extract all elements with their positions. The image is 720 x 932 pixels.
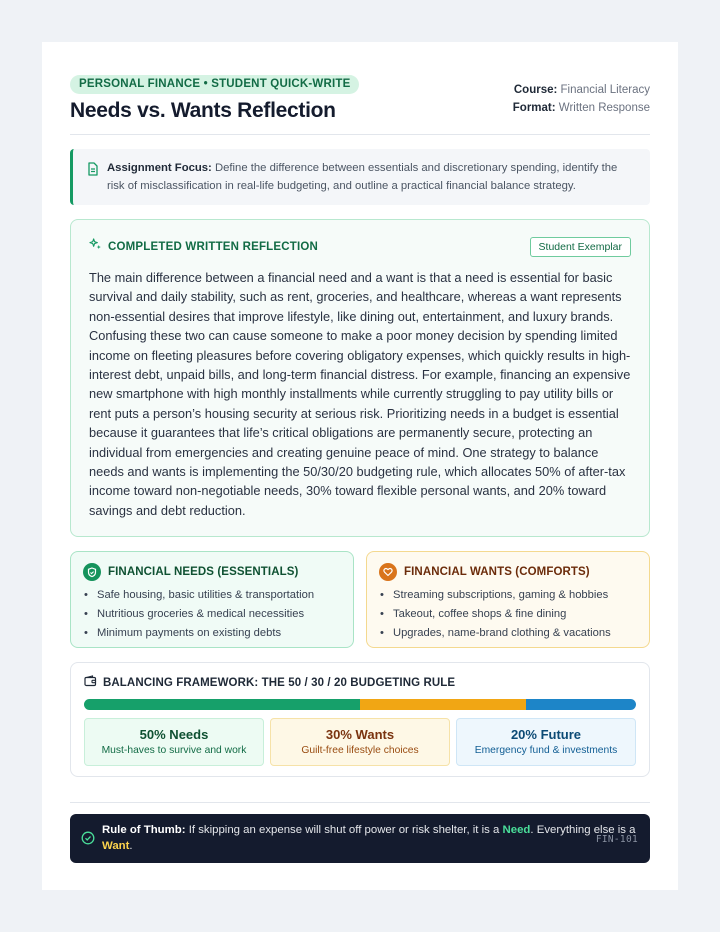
footer-divider (70, 802, 650, 803)
focus-text: Define the difference between essentials and discretionary spending, identify the risk of misclassification in real-life budgeting, and outline a practical financial balance strategy. (107, 162, 618, 192)
needs-wants-cards (70, 551, 650, 648)
page-title: Needs vs. Wants Reflection (70, 99, 336, 122)
future-allocation-tile (456, 718, 636, 766)
list-item: • Takeout, coffee shops & fine dining (379, 605, 637, 624)
tile-title: 30% Wants (325, 727, 395, 742)
format-label: Format: (512, 102, 556, 114)
allocation-tiles (84, 718, 636, 766)
financial-needs-card (70, 551, 354, 648)
course-label: Course: (513, 84, 558, 96)
format-value: Written Response (558, 102, 650, 114)
worksheet-page (42, 42, 678, 890)
list-item: • Safe housing, basic utilities & transportation (83, 586, 341, 605)
rule-text-middle: . Everything else is a (530, 824, 636, 836)
list-item: • Streaming subscriptions, gaming & hobbies (379, 586, 637, 605)
list-item: • Minimum payments on existing debts (83, 624, 341, 643)
page-header (70, 74, 650, 135)
check-circle-icon (81, 831, 95, 851)
allocation-bar (84, 699, 636, 710)
budgeting-framework-panel (70, 662, 650, 777)
rule-of-thumb-banner (70, 814, 650, 863)
rule-label: Rule of Thumb: (102, 824, 186, 836)
wants-list (379, 586, 637, 642)
heart-icon (379, 563, 397, 581)
tile-title: 20% Future (510, 727, 582, 742)
allocation-bar-segment (526, 699, 636, 710)
tile-subtitle: Emergency fund & investments (474, 745, 618, 756)
rule-text-before: If skipping an expense will shut off power or risk shelter, it is a (188, 824, 500, 836)
document-icon (87, 162, 99, 183)
needs-list (83, 586, 341, 642)
course-value: Financial Literacy (560, 84, 650, 96)
format-line (513, 99, 650, 117)
allocation-bar-segment (84, 699, 360, 710)
student-exemplar-badge: Student Exemplar (530, 237, 631, 257)
financial-wants-card (366, 551, 650, 648)
framework-header (84, 675, 636, 690)
sparkles-icon (89, 238, 102, 256)
rule-want-word: Want (102, 839, 130, 852)
tile-subtitle: Guilt-free lifestyle choices (301, 745, 419, 756)
rule-need-word: Need (502, 824, 531, 836)
wants-card-header (379, 563, 637, 581)
tile-subtitle: Must-haves to survive and work (101, 745, 247, 756)
written-reflection-panel (70, 219, 650, 537)
assignment-focus-callout (70, 149, 650, 205)
assignment-meta (513, 81, 650, 117)
list-item: • Upgrades, name-brand clothing & vacations (379, 624, 637, 643)
tile-title: 50% Needs (139, 727, 209, 742)
framework-title: BALANCING FRAMEWORK: THE 50 / 30 / 20 BUDGETING RULE (103, 676, 456, 689)
reflection-label: COMPLETED WRITTEN REFLECTION (108, 241, 319, 253)
wants-allocation-tile (270, 718, 450, 766)
allocation-bar-segment (360, 699, 526, 710)
reflection-text: The main difference between a financial need and a want is that a need is essential for basic survival and daily stability, such as rent, groceries, and healthcare, whereas a want represents non-essential desires that improve lifestyle, like dining out, entertainment, and luxury brands. Confusing these two can cause someone to make a poor money decision by spending limited income on fleeting pleasures before covering obligatory expenses, which quickly results in high-interest debt, unpaid bills, and long-term financial distress. For example, financing an expensive new smartphone with high monthly installments while currently struggling to pay utility bills or rent puts a person’s housing security at serious risk. Prioritizing needs in a budget is essential because it guarantees that life’s critical obligations are permanently secure, protecting an individual from emergencies and creating genuine peace of mind. One strategy to balance needs and wants is implementing the 50/30/20 budgeting rule, which allocates 50% of after-tax income toward non-negotiable needs, 30% toward flexible personal wants, and 20% toward savings and debt reduction. (89, 270, 631, 518)
wallet-icon (84, 675, 97, 690)
focus-label: Assignment Focus: (107, 162, 212, 174)
category-pill: PERSONAL FINANCE • STUDENT QUICK-WRITE (70, 75, 359, 94)
worksheet-content (70, 74, 650, 863)
course-line (513, 81, 650, 99)
list-item: • Nutritious groceries & medical necessities (83, 605, 341, 624)
rule-text-end: . (129, 839, 133, 852)
course-code: FIN-101 (595, 834, 638, 845)
shield-icon (83, 563, 101, 581)
needs-card-title: FINANCIAL NEEDS (ESSENTIALS) (108, 566, 299, 578)
needs-allocation-tile (84, 718, 264, 766)
wants-card-title: FINANCIAL WANTS (COMFORTS) (404, 566, 590, 578)
needs-card-header (83, 563, 341, 581)
